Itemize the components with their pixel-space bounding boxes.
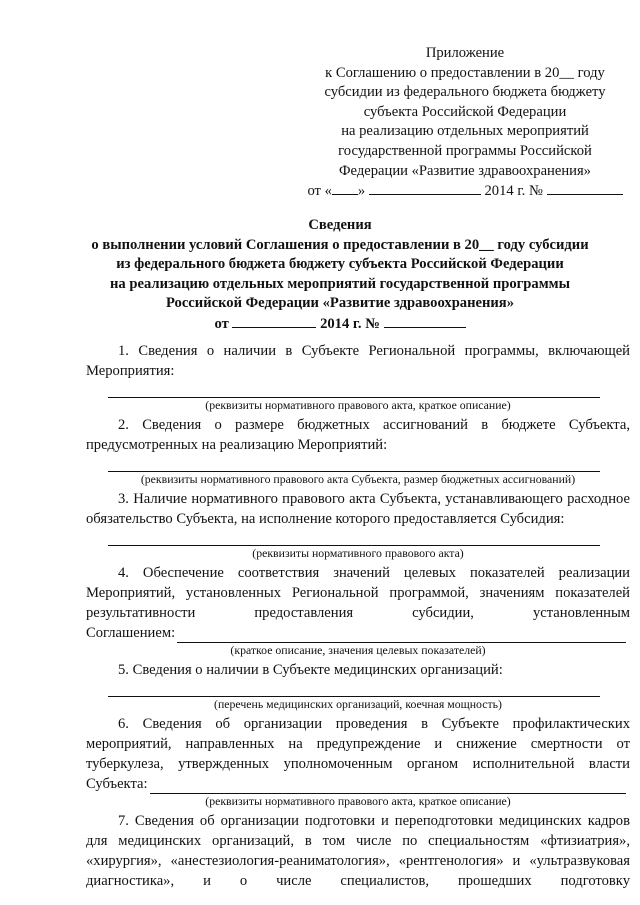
item-5-caption: (перечень медицинских организаций, коечная мощность)	[214, 697, 502, 711]
item-4-text: 4. Обеспечение соответствия значений целевых показателей реализации Мероприятий, установленных Региональной программой, значениям показателей результативности предоставления субсидии, установленным	[86, 565, 630, 621]
document-body	[86, 341, 630, 891]
appendix-line: на реализацию отдельных мероприятий	[341, 123, 589, 140]
date-day-blank[interactable]	[332, 181, 358, 195]
title-date-prefix: от	[214, 315, 229, 332]
appendix-line: Приложение	[425, 45, 505, 61]
appendix-line: субсидии из федерального бюджета бюджету	[324, 84, 606, 101]
item-1-fill-line[interactable]	[108, 383, 600, 398]
title-line: Российской Федерации «Развитие здравоохранения»	[165, 295, 514, 311]
document-title	[60, 216, 620, 334]
item-2-fill-line[interactable]	[108, 457, 600, 472]
title-line: на реализацию отдельных мероприятий государственной программы	[110, 275, 570, 292]
item-3-caption: (реквизиты нормативного правового акта)	[252, 546, 464, 560]
title-heading: Сведения	[308, 217, 372, 233]
item-2-caption: (реквизиты нормативного правового акта Субъекта, размер бюджетных ассигнований)	[140, 472, 576, 486]
item-6-tail-row	[86, 774, 630, 794]
item-1-text: 1. Сведения о наличии в Субъекте Региональной программы, включающей Мероприятия:	[86, 343, 630, 379]
appendix-line: к Соглашению о предоставлении в 20__ году	[325, 64, 605, 81]
title-line: из федерального бюджета бюджету субъекта Российской Федерации	[116, 256, 564, 272]
title-date-year: 2014 г. №	[320, 315, 380, 332]
item-5-text: 5. Сведения о наличии в Субъекте медицинских организаций:	[118, 662, 503, 678]
item-5-fill-line[interactable]	[108, 682, 600, 697]
appendix-date-line	[300, 181, 630, 202]
title-number-blank[interactable]	[384, 314, 466, 328]
appendix-date-prefix: от «	[307, 183, 332, 200]
item-6-caption: (реквизиты нормативного правового акта, краткое описание)	[205, 794, 511, 808]
item-4-tail: Соглашением:	[86, 625, 176, 641]
item-4-tail-row	[86, 623, 630, 643]
title-line: о выполнении условий Соглашения о предоставлении в 20__ году субсидии	[91, 236, 589, 253]
item-3-fill-line[interactable]	[108, 531, 600, 546]
appendix-date-year: 2014 г. №	[484, 183, 543, 200]
item-2-text: 2. Сведения о размере бюджетных ассигнований в бюджете Субъекта, предусмотренных на реализацию Мероприятий:	[86, 417, 630, 453]
item-6-text: 6. Сведения об организации проведения в Субъекте профилактических мероприятий, направленных на предупреждение и снижение смертности от туберкулеза, утвержденных уполномоченным органом исполнительной власти	[86, 716, 630, 772]
agreement-number-blank[interactable]	[547, 181, 623, 195]
item-4-fill-line[interactable]	[177, 627, 626, 643]
title-date-blank[interactable]	[232, 314, 316, 328]
date-month-blank[interactable]	[369, 181, 481, 195]
item-7-text: 7. Сведения об организации подготовки и переподготовки медицинских кадров для медицинских организаций, в том числе по специальностям «фтизиатрия», «хирургия», «анестезиология-реаниматология», «рентгенология» и «ультразвуковая диагностика», и о числе специалистов, прошедших подготовку	[86, 813, 630, 889]
item-6-tail: Субъекта:	[86, 776, 148, 792]
appendix-line: Федерации «Развитие здравоохранения»	[339, 162, 591, 179]
appendix-line: государственной программы Российской	[338, 142, 592, 159]
item-6-fill-line[interactable]	[150, 778, 626, 794]
appendix-block	[300, 44, 630, 202]
appendix-date-mid: »	[357, 183, 366, 200]
item-1-caption: (реквизиты нормативного правового акта, краткое описание)	[205, 398, 511, 412]
item-3-text: 3. Наличие нормативного правового акта Субъекта, устанавливающего расходное обязательство Субъекта, на исполнение которого предоставляется Субсидия:	[86, 491, 630, 527]
title-date-line	[60, 314, 620, 335]
appendix-line: субъекта Российской Федерации	[363, 103, 567, 120]
item-4-caption: (краткое описание, значения целевых показателей)	[230, 643, 486, 657]
